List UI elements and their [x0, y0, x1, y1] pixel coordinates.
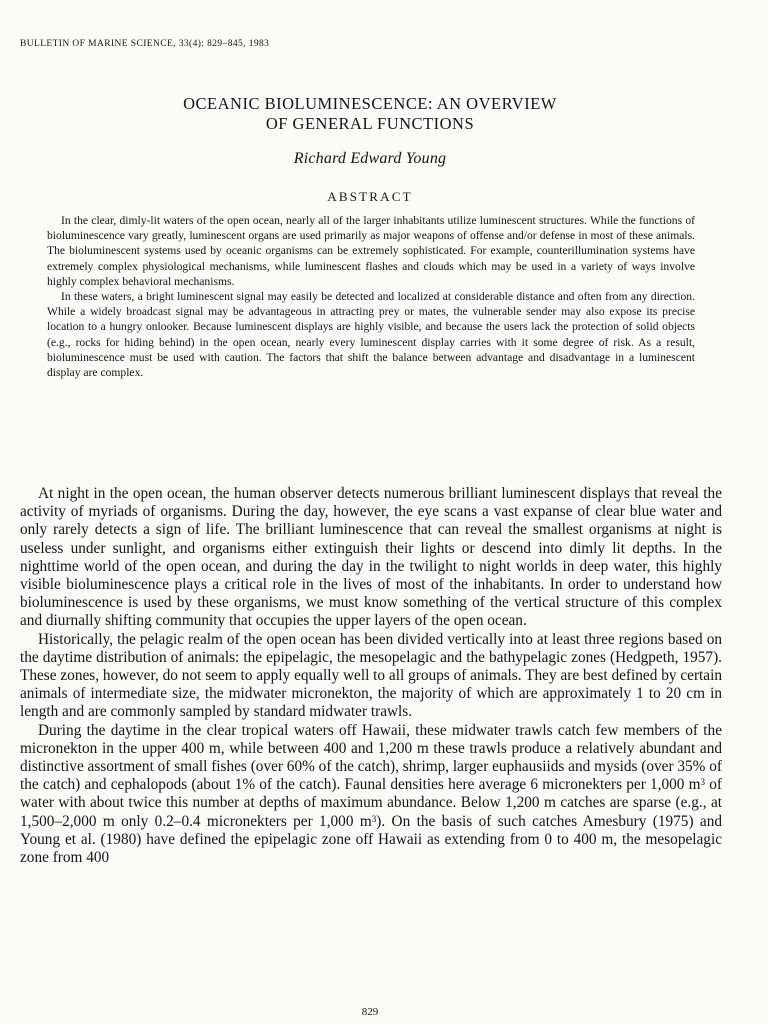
abstract-heading: ABSTRACT — [327, 189, 413, 204]
article-title — [0, 94, 740, 134]
body-paragraph-3-part-1: During the daytime in the clear tropical waters off Hawaii, these midwater trawls catch few members of the micronekton in the upper 400 m, while between 400 and 1,200 m these trawls produce a relatively abundant and distinctive assortment of small fishes (over 60% of the catch), shrimp, larger euphausiids and mysids (over 35% of the catch) and cephalopods (about 1% of the catch). Faunal densities here average 6 micronekters per 1,000 m — [20, 721, 722, 794]
title-line-2: OF GENERAL FUNCTIONS — [265, 114, 475, 133]
title-line-1: OCEANIC BIOLUMINESCENCE: AN OVERVIEW — [183, 94, 557, 113]
superscript-cubed-2: 3 — [371, 813, 377, 824]
abstract-body — [47, 213, 695, 380]
abstract-paragraph-1: In the clear, dimly-lit waters of the open ocean, nearly all of the larger inhabitants utilize luminescent structures. While the functions of bioluminescence vary greatly, luminescent organs are used primarily as major weapons of offense and/or defense in most of these animals. The bioluminescent systems used by oceanic organisms can be extremely sophisticated. For example, counterillumination systems have extremely complex physiological mechanisms, while luminescent flashes and clouds which may be used in a variety of ways involve highly complex behavioral mechanisms. — [47, 214, 695, 288]
main-text — [20, 485, 722, 867]
body-paragraph-1: At night in the open ocean, the human observer detects numerous brilliant luminescent displays that reveal the activity of myriads of organisms. During the day, however, the eye scans a vast expanse of clear blue water and only rarely detects a sign of life. The brilliant luminescence that can reveal the smallest organisms at night is useless under sunlight, and organisms either extinguish their lights or descend into dimly lit depths. In the nighttime world of the open ocean, and during the day in the twilight to night worlds in deep water, this highly visible bioluminescence plays a critical role in the lives of most of the inhabitants. In order to understand how bioluminescence is used by these organisms, we must know something of the vertical structure of this complex and diurnally shifting community that occupies the upper layers of the open ocean. — [20, 485, 722, 630]
abstract-paragraph-2: In these waters, a bright luminescent signal may easily be detected and localized at considerable distance and often from any direction. While a widely broadcast signal may be advantageous in attracting prey or mates, the vulnerable sender may also expose its precise location to a hungry onlooker. Because luminescent displays are highly visible, and because the users lack the protection of solid objects (e.g., rocks for hiding behind) in the open ocean, nearly every luminescent display carries with it some degree of risk. As a result, bioluminescence must be used with caution. The factors that shift the balance between advantage and disadvantage in a luminescent display are complex. — [47, 290, 695, 380]
author-name: Richard Edward Young — [293, 150, 447, 167]
body-paragraph-3-part-2: of water with about twice this number at depths of maximum abundance. Below 1,200 m catches are sparse (e.g., at 1,500–2,000 m only 0.2–0.4 micronekters per 1,000 m — [20, 776, 722, 830]
superscript-cubed-1: 3 — [700, 777, 706, 788]
body-paragraph-2: Historically, the pelagic realm of the open ocean has been divided vertically into at least three regions based on the daytime distribution of animals: the epipelagic, the mesopelagic and the bathypelagic zones (Hedgpeth, 1957). These zones, however, do not seem to apply equally well to all groups of animals. They are best defined by certain animals of intermediate size, the midwater micronekton, the majority of which are approximately 1 to 20 cm in length and are commonly sampled by standard midwater trawls. — [20, 630, 722, 721]
page-number: 829 — [361, 1006, 379, 1018]
journal-citation: BULLETIN OF MARINE SCIENCE, 33(4): 829–845, 1983 — [20, 39, 270, 49]
body-paragraph-3-part-3: ). On the basis of such catches Amesbury (1975) and Young et al. (1980) have defined the epipelagic zone off Hawaii as extending from 0 to 400 m, the mesopelagic zone from 400 — [20, 812, 722, 867]
body-paragraph-3 — [20, 722, 722, 868]
